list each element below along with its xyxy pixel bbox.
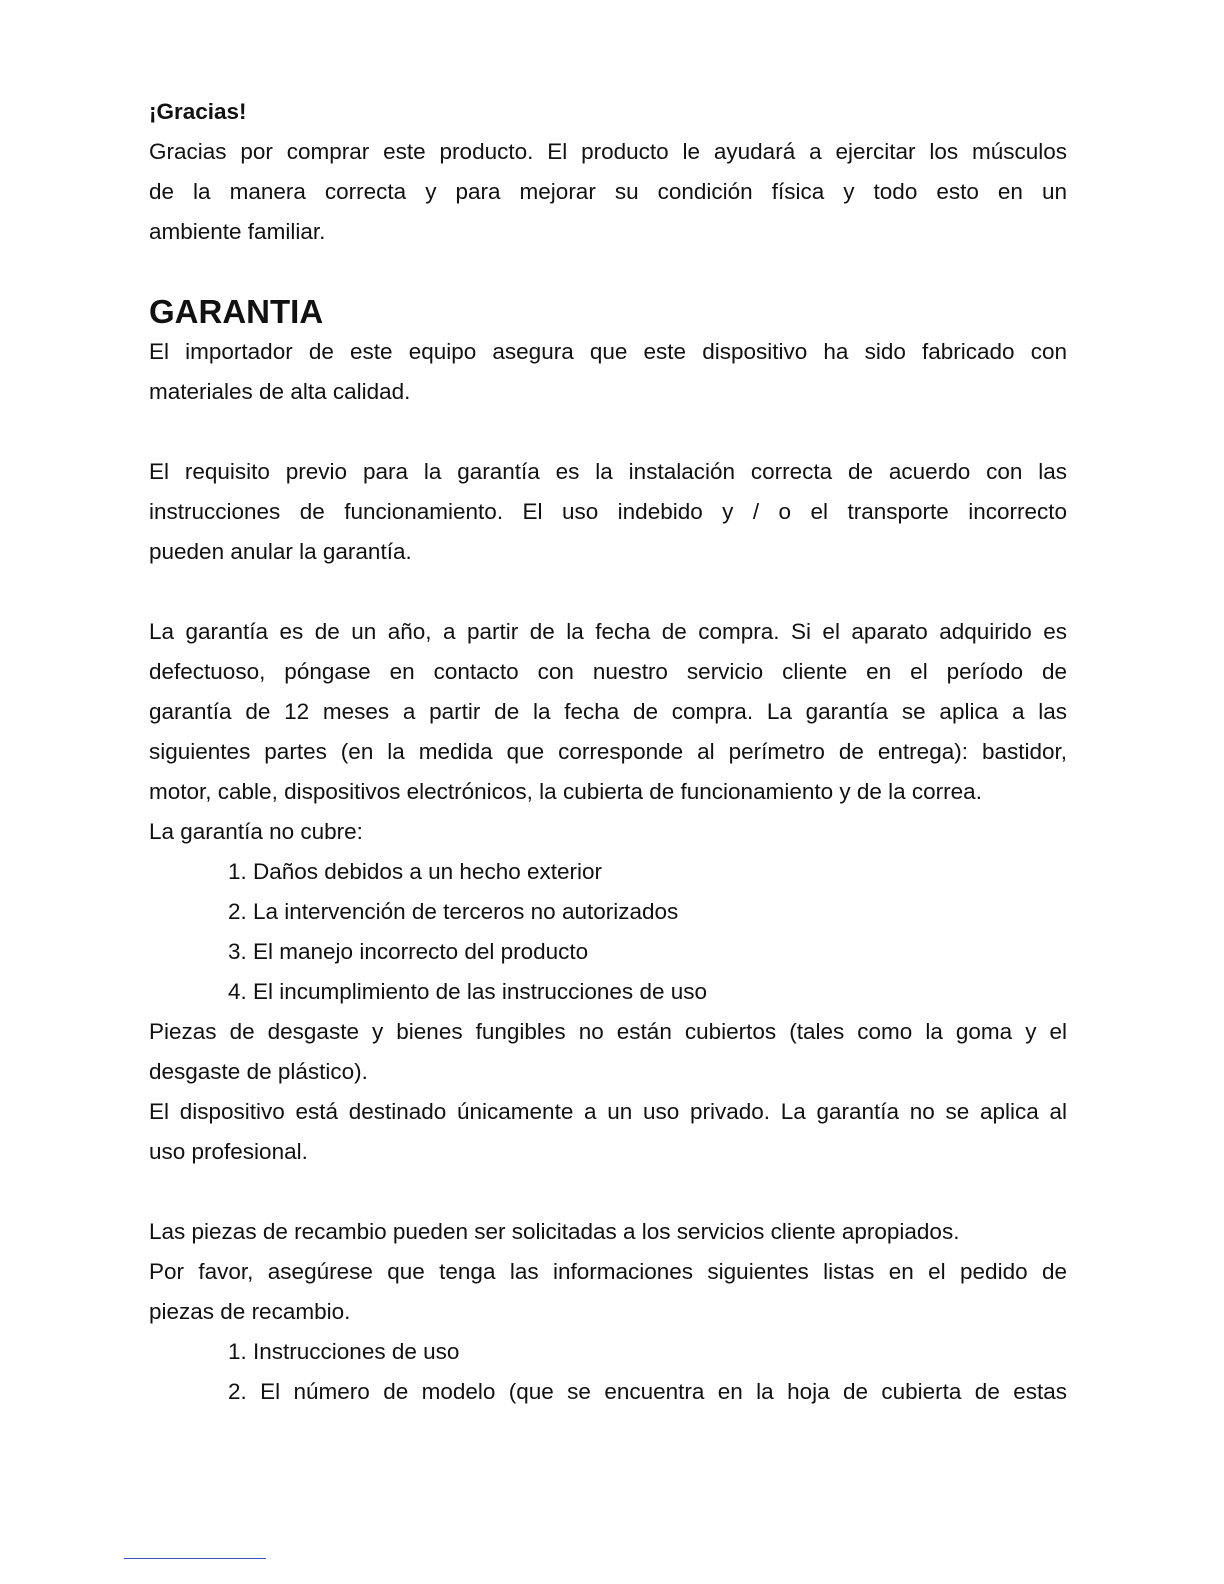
warranty-p4-line: El dispositivo está destinado únicamente a un uso privado. La garantía no se aplica al: [149, 1099, 1067, 1124]
warranty-heading: GARANTIA: [149, 293, 324, 330]
exclusion-item: 3. El manejo incorrecto del producto: [228, 939, 589, 964]
warranty-p3-line: siguientes partes (en la medida que corresponde al perímetro de entrega): bastidor,: [149, 739, 1067, 764]
warranty-p3-line: La garantía es de un año, a partir de la fecha de compra. Si el aparato adquirido es: [149, 619, 1067, 644]
warranty-p5-line: Por favor, asegúrese que tenga las informaciones siguientes listas en el pedido de: [149, 1259, 1067, 1284]
thanks-line: ambiente familiar.: [149, 219, 326, 244]
warranty-p1-line: El importador de este equipo asegura que este dispositivo ha sido fabricado con: [149, 339, 1067, 364]
warranty-p5-line: piezas de recambio.: [149, 1299, 351, 1324]
exclusion-item: 4. El incumplimiento de las instrucciones de uso: [228, 979, 707, 1004]
warranty-p4-line: Piezas de desgaste y bienes fungibles no están cubiertos (tales como la goma y el: [149, 1019, 1067, 1044]
warranty-p3-line: garantía de 12 meses a partir de la fecha de compra. La garantía se aplica a las: [149, 699, 1067, 724]
footnote-separator: [124, 1558, 266, 1559]
parts-list-item: 1. Instrucciones de uso: [228, 1339, 460, 1364]
warranty-p5-line: Las piezas de recambio pueden ser solicitadas a los servicios cliente apropiados.: [149, 1219, 960, 1244]
parts-list-item: 2. El número de modelo (que se encuentra en la hoja de cubierta de estas: [228, 1379, 1067, 1404]
warranty-p2-line: El requisito previo para la garantía es la instalación correcta de acuerdo con las: [149, 459, 1067, 484]
warranty-p4-line: desgaste de plástico).: [149, 1059, 368, 1084]
warranty-p3-line: La garantía no cubre:: [149, 819, 363, 844]
warranty-p3-line: motor, cable, dispositivos electrónicos, la cubierta de funcionamiento y de la correa.: [149, 779, 982, 804]
warranty-p2-line: instrucciones de funcionamiento. El uso indebido y / o el transporte incorrecto: [149, 499, 1067, 524]
exclusion-item: 2. La intervención de terceros no autorizados: [228, 899, 679, 924]
thanks-title: ¡Gracias!: [149, 99, 247, 124]
document-page: [149, 92, 1067, 1412]
thanks-line: de la manera correcta y para mejorar su condición física y todo esto en un: [149, 179, 1067, 204]
exclusion-item: 1. Daños debidos a un hecho exterior: [228, 859, 602, 884]
warranty-p1-line: materiales de alta calidad.: [149, 379, 411, 404]
warranty-p3-line: defectuoso, póngase en contacto con nuestro servicio cliente en el período de: [149, 659, 1067, 684]
warranty-p4-line: uso profesional.: [149, 1139, 308, 1164]
thanks-line: Gracias por comprar este producto. El producto le ayudará a ejercitar los músculos: [149, 139, 1067, 164]
warranty-p2-line: pueden anular la garantía.: [149, 539, 412, 564]
